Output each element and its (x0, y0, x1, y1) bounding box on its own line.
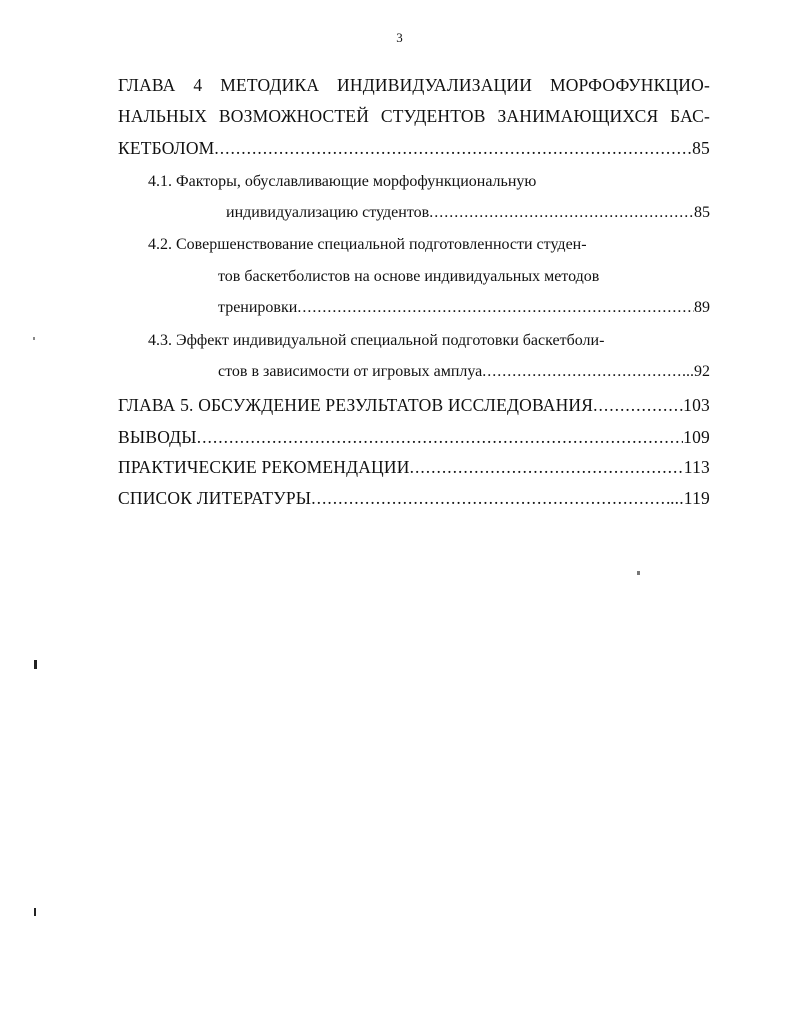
toc-page-number: 113 (683, 457, 710, 477)
toc-section-4-1-line-1: 4.1. Факторы, обуславливающие морфофункциональную (148, 173, 537, 190)
toc-entry-title: тренировки (218, 299, 298, 316)
toc-entry-title: ВЫВОДЫ (118, 427, 197, 447)
toc-section-4-1-line-2 (226, 202, 710, 224)
toc-section-4-3-line-2 (218, 361, 710, 383)
toc-entry-title: КЕТБОЛОМ (118, 138, 215, 158)
toc-conclusions (118, 426, 710, 448)
toc-page-number: 109 (683, 427, 710, 447)
scan-mark (637, 571, 640, 575)
dot-leader (197, 426, 683, 448)
dot-leader (410, 456, 684, 478)
dot-leader (214, 137, 692, 159)
scan-mark (33, 337, 35, 340)
scan-mark (34, 908, 36, 916)
toc-recommendations (118, 456, 710, 478)
toc-page-number: ...119 (670, 488, 710, 508)
toc-entry-title: ПРАКТИЧЕСКИЕ РЕКОМЕНДАЦИИ (118, 457, 410, 477)
toc-entry-title: СПИСОК ЛИТЕРАТУРЫ (118, 488, 312, 508)
toc-section-4-2-line-2: тов баскетболистов на основе индивидуальных методов (218, 268, 600, 285)
page-number: 3 (396, 30, 403, 45)
toc-page-number: 103 (683, 395, 710, 415)
toc-references (118, 487, 710, 509)
toc-entry-title: ГЛАВА 5. ОБСУЖДЕНИЕ РЕЗУЛЬТАТОВ ИССЛЕДОВАНИЯ (118, 395, 594, 415)
toc-page-number: ...92 (682, 363, 710, 380)
dot-leader (593, 394, 683, 416)
toc-section-4-2-line-1: 4.2. Совершенствование специальной подготовленности студен- (148, 236, 587, 253)
scan-mark (34, 660, 37, 669)
toc-section-4-3-line-1: 4.3. Эффект индивидуальной специальной подготовки баскетболи- (148, 332, 605, 349)
dot-leader (297, 297, 694, 319)
dot-leader (311, 487, 670, 509)
dot-leader (482, 361, 682, 383)
toc-chapter-4-line-2: НАЛЬНЫХ ВОЗМОЖНОСТЕЙ СТУДЕНТОВ ЗАНИМАЮЩИХСЯ БАС- (118, 106, 710, 126)
toc-entry-title: индивидуализацию студентов (226, 204, 430, 221)
toc-chapter-5 (118, 394, 710, 416)
toc-page-number: 89 (694, 299, 710, 316)
toc-page-number: 85 (694, 204, 710, 221)
dot-leader (429, 202, 694, 224)
toc-page-number: 85 (692, 138, 710, 158)
toc-chapter-4-line-3 (118, 137, 710, 159)
toc-chapter-4-line-1: ГЛАВА 4 МЕТОДИКА ИНДИВИДУАЛИЗАЦИИ МОРФОФУНКЦИО- (118, 75, 710, 95)
toc-entry-title: стов в зависимости от игровых амплуа (218, 363, 483, 380)
toc-section-4-2-line-3 (218, 297, 710, 319)
